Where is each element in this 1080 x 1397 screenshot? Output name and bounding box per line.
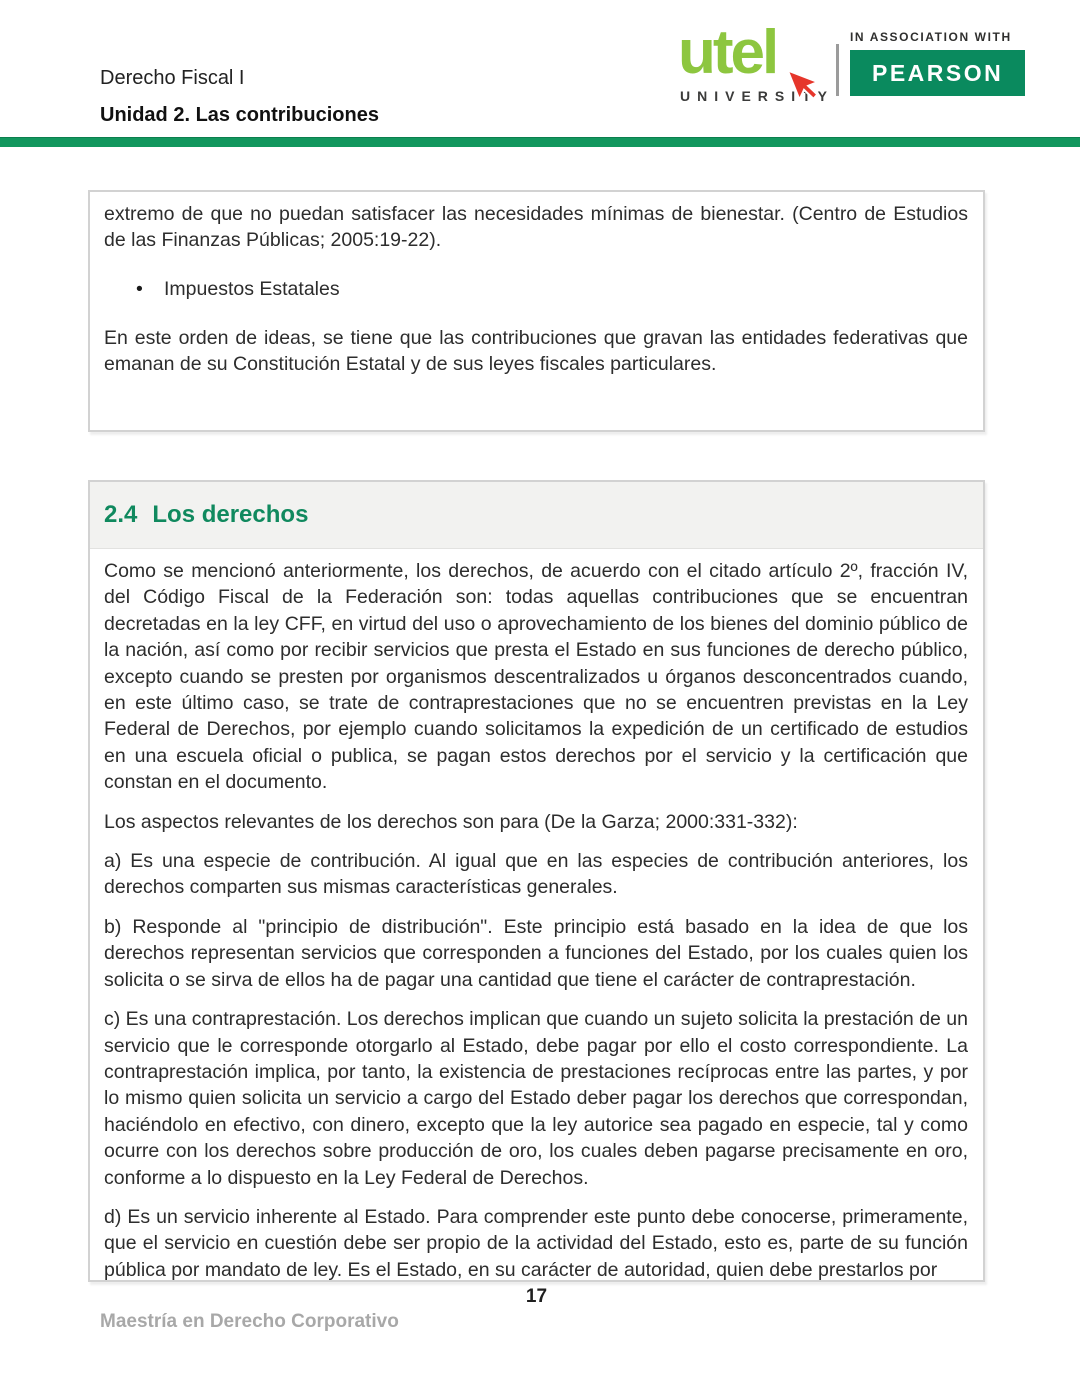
- association-label: IN ASSOCIATION WITH: [850, 30, 1012, 44]
- cursor-arrow-icon: [782, 64, 824, 106]
- utel-pearson-logo: [678, 18, 1012, 130]
- section-heading-band: [90, 482, 983, 549]
- header-divider-bar: [0, 137, 1080, 147]
- intro-paragraph-2: En este orden de ideas, se tiene que las contribuciones que gravan las entidades federativas que emanan de su Constitución Estatal y de sus leyes fiscales particulares.: [104, 326, 968, 376]
- section-paragraph: a) Es una especie de contribución. Al igual que en las especies de contribución anteriores, los derechos comparten sus mismas características generales.: [104, 850, 968, 899]
- logo-divider: [836, 44, 839, 96]
- program-name: Maestría en Derecho Corporativo: [100, 1311, 399, 1332]
- list-item: [136, 276, 968, 303]
- section-title: Los derechos: [152, 501, 309, 528]
- utel-wordmark-text: utel: [678, 18, 777, 87]
- bullet-item-label: Impuestos Estatales: [164, 277, 340, 300]
- university-label: UNIVERSITY: [680, 88, 835, 104]
- unit-title: Unidad 2. Las contribuciones: [100, 104, 379, 126]
- intro-paragraph-1: extremo de que no puedan satisfacer las necesidades mínimas de bienestar. (Centro de Estudios de las Finanzas Públicas; 2005:19-22).: [104, 203, 968, 252]
- intro-text-box: [88, 190, 985, 432]
- section-2-4-box: [88, 480, 985, 1282]
- header-titles: [100, 66, 379, 127]
- intro-bullet-list: [104, 276, 968, 303]
- section-paragraph: d) Es un servicio inherente al Estado. Para comprender este punto debe conocerse, primeramente, que el servicio en cuestión debe ser propio de la actividad del Estado, esto es, parte de su función pública por mandato de ley. Es el Estado, en su carácter de autoridad, quien debe prestarlos por: [104, 1205, 968, 1281]
- section-paragraph: Los aspectos relevantes de los derechos son para (De la Garza; 2000:331-332):: [104, 810, 798, 833]
- utel-wordmark: [678, 18, 834, 87]
- section-heading: [104, 501, 308, 529]
- page-number: 17: [525, 1286, 548, 1307]
- utel-logo: [678, 18, 835, 104]
- pearson-logo: [850, 30, 1025, 96]
- pearson-wordmark: PEARSON: [850, 50, 1025, 96]
- course-title: Derecho Fiscal I: [100, 67, 245, 89]
- section-paragraph: c) Es una contraprestación. Los derechos implican que cuando un sujeto solicita la prestación de un servicio que le corresponde otorgarlo al Estado, debe pagar por ello el costo correspondiente. La contraprestación implica, por tanto, la existencia de prestaciones recíprocas entre las partes, y por lo mismo quien solicita un servicio a cargo del Estado deber pagar los derechos que correspondan, haciéndolo en efectivo, con dinero, excepto que la ley autorice sea pagado en especie, tal y como ocurre con los derechos sobre producción de oro, los cuales deben pagarse precisamente en oro, conforme a lo dispuesto en la Ley Federal de Derechos.: [104, 1008, 968, 1189]
- section-paragraph: b) Responde al "principio de distribución". Este principio está basado en la idea de que los derechos representan servicios que corresponden a funciones del Estado, por los cuales quien los solicita o se sirva de ellos ha de pagar una cantidad que tiene el carácter de contraprestación.: [104, 915, 968, 991]
- section-number: 2.4: [104, 501, 138, 528]
- bullet-icon: •: [136, 277, 143, 300]
- section-paragraph: Como se mencionó anteriormente, los derechos, de acuerdo con el citado artículo 2º, fracción IV, del Código Fiscal de la Federación son: todas aquellas contribuciones que se encuentran decretadas en la ley CFF, en virtud del uso o aprovechamiento de los bienes del dominio público de la nación, así como por recibir servicios que presta el Estado en sus funciones de derecho público, excepto cuando se presten por organismos descentralizados u órganos desconcentrados cuando, en este último caso, se trate de contraprestaciones que no se encuentren previstas en la Ley Federal de Derechos, por ejemplo cuando solicitamos la expedición de un certificado de estudios en una escuela oficial o publica, se pagan estos derechos por el servicio y la certificación que constan en el documento.: [104, 560, 968, 794]
- section-content: [90, 549, 983, 1283]
